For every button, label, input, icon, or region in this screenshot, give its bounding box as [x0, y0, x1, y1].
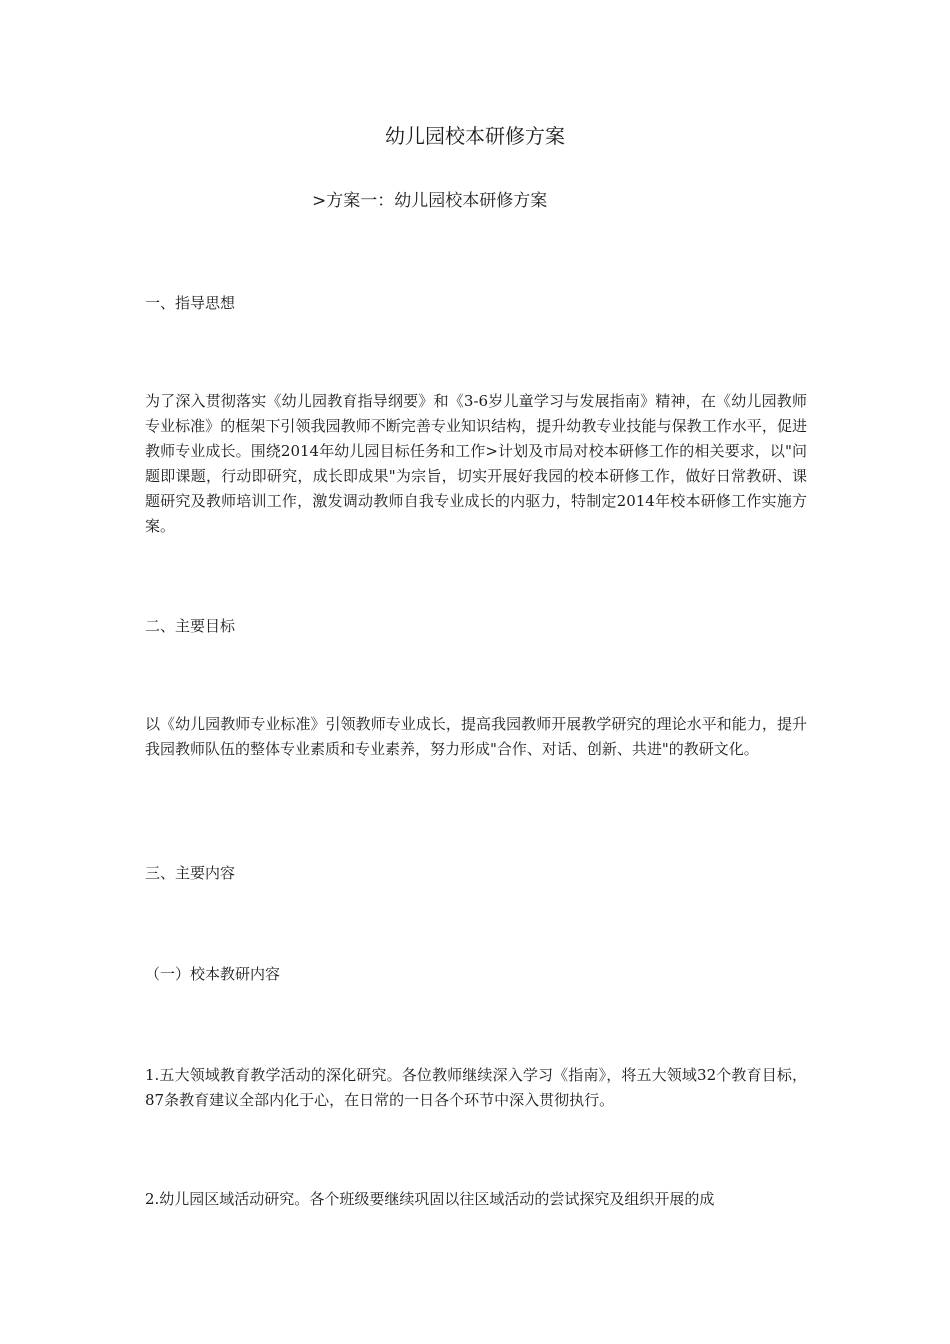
document-subtitle: >方案一：幼儿园校本研修方案: [312, 191, 548, 211]
document-title: 幼儿园校本研修方案: [385, 124, 565, 148]
list-item-area-activities: 2.幼儿园区域活动研究。各个班级要继续巩固以往区域活动的尝试探究及组织开展的成: [145, 1190, 715, 1208]
paragraph-guiding-ideology: 为了深入贯彻落实《幼儿园教育指导纲要》和《3-6岁儿童学习与发展指南》精神，在《幼儿园教师专业标准》的框架下引领我园教师不断完善专业知识结构，提升幼教专业技能与保教工作水平，促进教师专业成长。围绕2014年幼儿园目标任务和工作>计划及市局对校本研修工作的相关要求，以"问题即课题，行动即研究，成长即成果"为宗旨，切实开展好我园的校本研修工作，做好日常教研、课题研究及教师培训工作，激发调动教师自我专业成长的内驱力，特制定2014年校本研修工作实施方案。: [145, 392, 807, 535]
section-heading-main-content: 三、主要内容: [145, 864, 236, 882]
subheading-school-research-content: （一）校本教研内容: [145, 965, 281, 983]
section-heading-guiding-ideology: 一、指导思想: [145, 294, 236, 312]
section-heading-main-goals: 二、主要目标: [145, 617, 236, 635]
list-item-five-domains: 1.五大领域教育教学活动的深化研究。各位教师继续深入学习《指南》，将五大领域32个教育目标，87条教育建议全部内化于心，在日常的一日各个环节中深入贯彻执行。: [145, 1066, 807, 1109]
paragraph-main-goals: 以《幼儿园教师专业标准》引领教师专业成长，提高我园教师开展教学研究的理论水平和能力，提升我园教师队伍的整体专业素质和专业素养，努力形成"合作、对话、创新、共进"的教研文化。: [145, 715, 807, 758]
